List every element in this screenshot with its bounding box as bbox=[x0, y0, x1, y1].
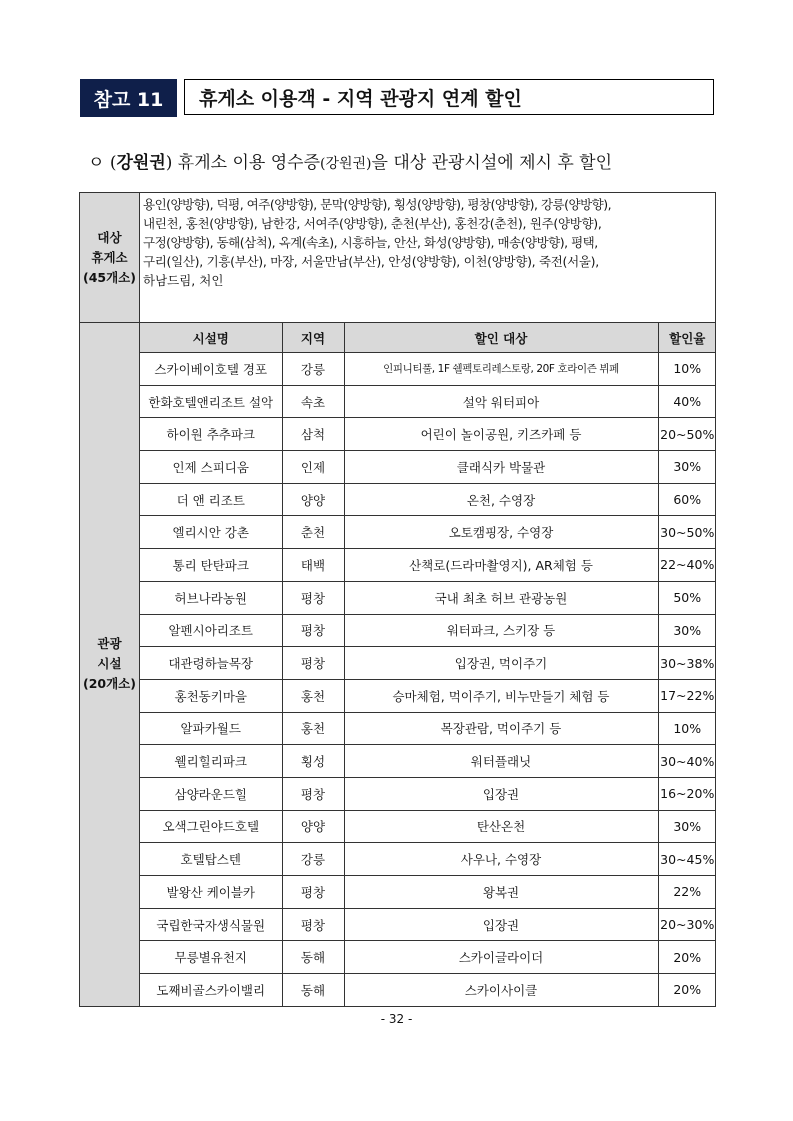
discount-target: 클래식카 박물관 bbox=[344, 451, 658, 484]
facility-name: 국립한국자생식물원 bbox=[140, 908, 282, 941]
facility-region: 평창 bbox=[282, 876, 344, 909]
discount-rate: 30% bbox=[658, 614, 716, 647]
facility-region: 태백 bbox=[282, 549, 344, 582]
facility-region: 인제 bbox=[282, 451, 344, 484]
facility-label-line: 관광 bbox=[97, 636, 122, 652]
facility-region: 평창 bbox=[282, 777, 344, 810]
discount-rate: 30~38% bbox=[658, 647, 716, 680]
discount-rate: 20~30% bbox=[658, 908, 716, 941]
table-row bbox=[140, 451, 716, 484]
facility-name: 한화호텔앤리조트 설악 bbox=[140, 385, 282, 418]
table-row bbox=[140, 941, 716, 974]
table-row bbox=[140, 549, 716, 582]
facility-label-line: 시설 bbox=[97, 656, 122, 672]
facility-label-line: (20개소) bbox=[83, 676, 136, 692]
region-name: 강원권 bbox=[116, 153, 166, 173]
facility-name: 통리 탄탄파크 bbox=[140, 549, 282, 582]
table-row bbox=[140, 581, 716, 614]
table-row bbox=[140, 712, 716, 745]
facility-region: 평창 bbox=[282, 908, 344, 941]
facility-region: 평창 bbox=[282, 581, 344, 614]
discount-rate: 30~40% bbox=[658, 745, 716, 778]
rest-area-list bbox=[140, 193, 716, 323]
discount-target: 어린이 놀이공원, 키즈카페 등 bbox=[344, 418, 658, 451]
facility-region: 평창 bbox=[282, 647, 344, 680]
discount-rate: 30% bbox=[658, 451, 716, 484]
table-row bbox=[140, 483, 716, 516]
discount-target: 목장관람, 먹이주기 등 bbox=[344, 712, 658, 745]
discount-target: 국내 최초 허브 관광농원 bbox=[344, 581, 658, 614]
facility-region: 홍천 bbox=[282, 712, 344, 745]
column-header-name: 시설명 bbox=[140, 323, 282, 353]
facility-region: 양양 bbox=[282, 483, 344, 516]
bullet-mark: ㅇ bbox=[88, 153, 105, 173]
rest-area-line: 하남드림, 처인 bbox=[143, 273, 224, 288]
column-header-region: 지역 bbox=[282, 323, 344, 353]
rest-area-label bbox=[80, 193, 140, 323]
facility-name: 스카이베이호텔 경포 bbox=[140, 353, 282, 386]
discount-target: 승마체험, 먹이주기, 비누만들기 체험 등 bbox=[344, 679, 658, 712]
bullet-close: ) bbox=[165, 153, 173, 173]
facility-region: 강릉 bbox=[282, 843, 344, 876]
discount-rate: 16~20% bbox=[658, 777, 716, 810]
table-row bbox=[140, 647, 716, 680]
rest-area-line: 용인(양방향), 덕평, 여주(양방향), 문막(양방향), 횡성(양방향), 평창(양방향), 강릉(양방향), bbox=[143, 197, 612, 212]
discount-target: 탄산온천 bbox=[344, 810, 658, 843]
bullet-text1: 휴게소 이용 영수증 bbox=[172, 153, 320, 173]
rest-area-label-line: 휴게소 bbox=[91, 249, 128, 265]
facility-name: 대관령하늘목장 bbox=[140, 647, 282, 680]
discount-target: 산책로(드라마촬영지), AR체험 등 bbox=[344, 549, 658, 582]
discount-target: 설악 워터피아 bbox=[344, 385, 658, 418]
discount-target: 입장권, 먹이주기 bbox=[344, 647, 658, 680]
discount-rate: 50% bbox=[658, 581, 716, 614]
discount-rate: 30~45% bbox=[658, 843, 716, 876]
facility-header-row bbox=[140, 323, 716, 353]
rest-area-line: 내린천, 홍천(양방향), 남한강, 서여주(양방향), 춘천(부산), 홍천강(춘천), 원주(양방향), bbox=[143, 216, 602, 231]
discount-rate: 40% bbox=[658, 385, 716, 418]
table-row bbox=[140, 908, 716, 941]
discount-rate: 17~22% bbox=[658, 679, 716, 712]
table-row bbox=[140, 876, 716, 909]
facility-name: 더 앤 리조트 bbox=[140, 483, 282, 516]
discount-rate: 30~50% bbox=[658, 516, 716, 549]
table-row bbox=[140, 516, 716, 549]
reference-label: 참고 11 bbox=[80, 79, 177, 117]
rest-area-label-line: 대상 bbox=[97, 229, 122, 245]
discount-target: 오토캠핑장, 수영장 bbox=[344, 516, 658, 549]
rest-area-label-line: (45개소) bbox=[83, 269, 136, 285]
facility-region: 삼척 bbox=[282, 418, 344, 451]
facility-region: 속초 bbox=[282, 385, 344, 418]
facility-name: 웰리힐리파크 bbox=[140, 745, 282, 778]
bullet-line bbox=[88, 148, 612, 173]
facility-label bbox=[80, 323, 140, 1007]
discount-target: 스카이글라이더 bbox=[344, 941, 658, 974]
facility-name: 오색그린야드호텔 bbox=[140, 810, 282, 843]
facility-name: 알파카월드 bbox=[140, 712, 282, 745]
facility-table-cell bbox=[140, 323, 716, 1007]
discount-target: 온천, 수영장 bbox=[344, 483, 658, 516]
discount-rate: 22~40% bbox=[658, 549, 716, 582]
facility-region: 양양 bbox=[282, 810, 344, 843]
discount-rate: 60% bbox=[658, 483, 716, 516]
facility-region: 강릉 bbox=[282, 353, 344, 386]
discount-target: 입장권 bbox=[344, 908, 658, 941]
rest-area-line: 구정(양방향), 동해(삼척), 옥계(속초), 시흥하늘, 안산, 화성(양방향), 매송(양방향), 평택, bbox=[143, 235, 598, 250]
facility-name: 발왕산 케이블카 bbox=[140, 876, 282, 909]
discount-target: 왕복권 bbox=[344, 876, 658, 909]
page-title: 휴게소 이용객 - 지역 관광지 연계 할인 bbox=[184, 79, 714, 115]
table-row bbox=[140, 679, 716, 712]
discount-rate: 30% bbox=[658, 810, 716, 843]
facility-name: 호텔탑스텐 bbox=[140, 843, 282, 876]
table-row bbox=[140, 843, 716, 876]
discount-rate: 20% bbox=[658, 974, 716, 1006]
discount-target: 인피니티풀, 1F 쉘펙토리레스토랑, 20F 호라이즌 뷔페 bbox=[344, 353, 658, 386]
column-header-rate: 할인율 bbox=[658, 323, 716, 353]
table-row bbox=[140, 385, 716, 418]
facility-table bbox=[140, 323, 716, 1006]
table-row bbox=[140, 353, 716, 386]
bullet-text2: 을 대상 관광시설에 제시 후 할인 bbox=[371, 153, 613, 173]
table-row bbox=[140, 777, 716, 810]
facility-name: 하이원 추추파크 bbox=[140, 418, 282, 451]
bullet-open: ( bbox=[109, 153, 117, 173]
facility-region: 홍천 bbox=[282, 679, 344, 712]
discount-rate: 20~50% bbox=[658, 418, 716, 451]
facility-region: 평창 bbox=[282, 614, 344, 647]
table-row bbox=[140, 745, 716, 778]
discount-target: 사우나, 수영장 bbox=[344, 843, 658, 876]
facility-name: 인제 스피디움 bbox=[140, 451, 282, 484]
facility-region: 춘천 bbox=[282, 516, 344, 549]
discount-rate: 22% bbox=[658, 876, 716, 909]
facility-name: 엘리시안 강촌 bbox=[140, 516, 282, 549]
column-header-target: 할인 대상 bbox=[344, 323, 658, 353]
facility-region: 횡성 bbox=[282, 745, 344, 778]
page-number: - 32 - bbox=[380, 1012, 413, 1026]
rest-area-line: 구리(일산), 기흥(부산), 마장, 서울만남(부산), 안성(양방향), 이천(양방향), 죽전(서울), bbox=[143, 254, 599, 269]
discount-rate: 20% bbox=[658, 941, 716, 974]
facility-name: 허브나라농원 bbox=[140, 581, 282, 614]
discount-rate: 10% bbox=[658, 712, 716, 745]
discount-rate: 10% bbox=[658, 353, 716, 386]
table-row bbox=[140, 614, 716, 647]
facility-name: 알펜시아리조트 bbox=[140, 614, 282, 647]
discount-table bbox=[79, 192, 716, 1007]
discount-target: 스카이사이클 bbox=[344, 974, 658, 1006]
discount-target: 입장권 bbox=[344, 777, 658, 810]
facility-name: 홍천동키마을 bbox=[140, 679, 282, 712]
facility-name: 도째비골스카이밸리 bbox=[140, 974, 282, 1006]
table-row bbox=[140, 810, 716, 843]
facility-name: 삼양라운드힐 bbox=[140, 777, 282, 810]
table-row bbox=[140, 974, 716, 1006]
discount-target: 워터파크, 스키장 등 bbox=[344, 614, 658, 647]
facility-region: 동해 bbox=[282, 941, 344, 974]
table-row bbox=[140, 418, 716, 451]
discount-target: 워터플래닛 bbox=[344, 745, 658, 778]
facility-region: 동해 bbox=[282, 974, 344, 1006]
bullet-text-small: (강원권) bbox=[320, 156, 372, 172]
facility-name: 무릉별유천지 bbox=[140, 941, 282, 974]
